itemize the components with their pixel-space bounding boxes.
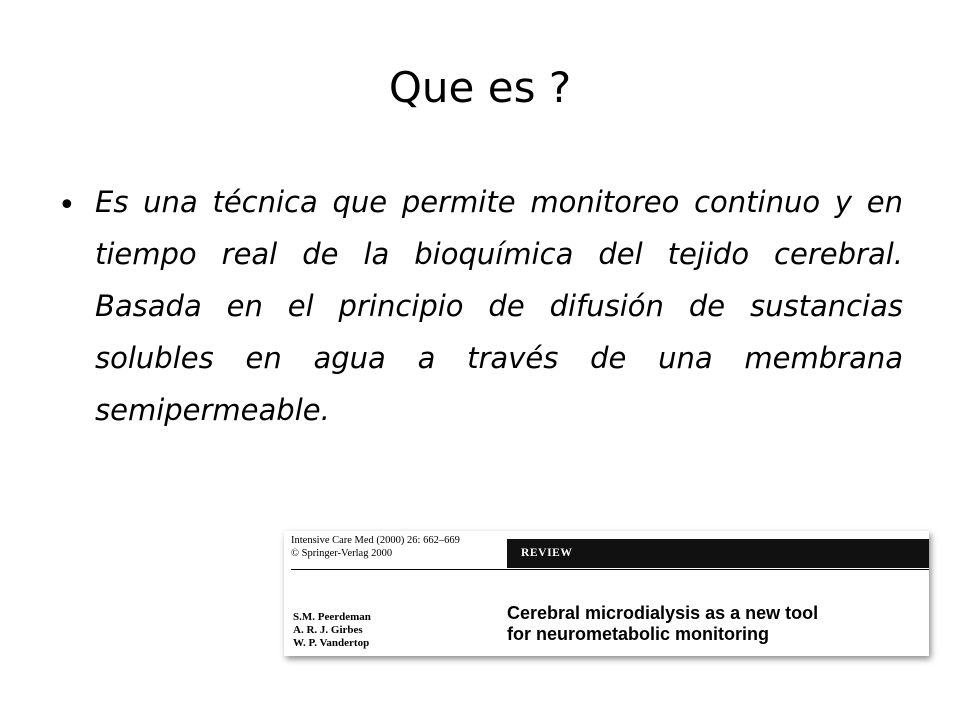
article-title [507, 603, 818, 645]
journal-citation: Intensive Care Med (2000) 26: 662–669 [291, 535, 460, 546]
review-banner [507, 539, 929, 568]
article-title-line: for neurometabolic monitoring [507, 624, 770, 644]
slide-title: Que es ? [388, 63, 572, 112]
author-name: S.M. Peerdeman [293, 611, 371, 623]
bullet-item [58, 176, 908, 436]
author-name: A. R. J. Girbes [293, 624, 363, 636]
review-label: REVIEW [521, 547, 573, 559]
journal-copyright: © Springer-Verlag 2000 [291, 548, 393, 559]
bullet-text: Es una técnica que permite monitoreo continuo y en tiempo real de la bioquímica del tejido cerebral. Basada en el principio de difusión de sustancias solubles en agua a través de una membrana semipermeable. [95, 185, 903, 427]
article-header-image [284, 531, 929, 656]
author-list [293, 611, 371, 650]
author-name: W. P. Vandertop [293, 637, 370, 649]
article-title-line: Cerebral microdialysis as a new tool [507, 603, 819, 623]
bullet-dot-icon: • [58, 188, 76, 223]
header-rule [291, 569, 929, 570]
